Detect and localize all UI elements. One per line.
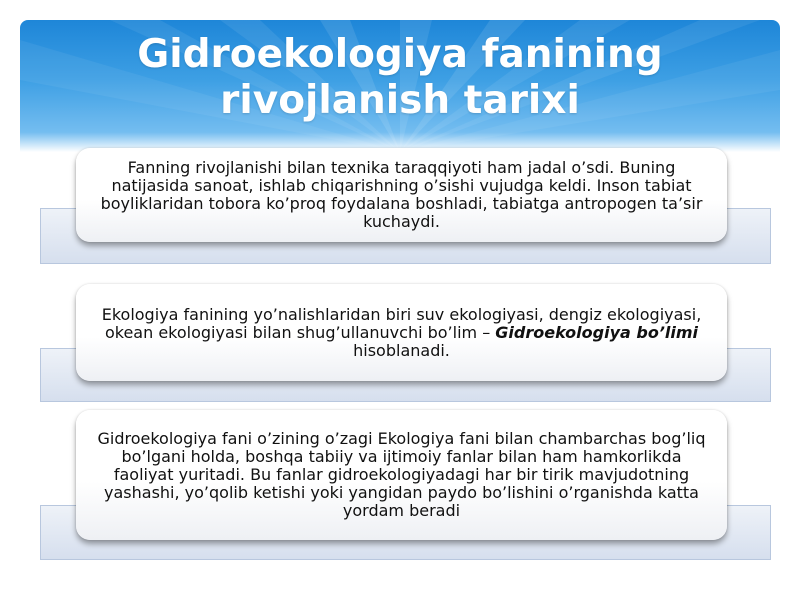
slide-title: Gidroekologiya fanining rivojlanish tarixi [137, 32, 663, 123]
content-block-2 [40, 284, 771, 404]
block-1-text: Fanning rivojlanishi bilan texnika taraqqiyoti ham jadal o’sdi. Buning natijasida sanoat, ishlab chiqarishning o’sishi vujudga keldi. Inson tabiat boyliklaridan tobora ko’proq foydalana boshladi, tabiatga antropogen ta’sir kuchaydi. [100, 158, 703, 231]
block-1-card [76, 148, 727, 242]
block-2-card [76, 284, 727, 381]
block-2-text-before: Ekologiya fanining yo’nalishlaridan biri suv ekologiyasi, dengiz ekologiyasi, okean ekologiyasi bilan shug’ullanuvchi bo’lim – [101, 304, 702, 342]
content-block-1 [40, 148, 771, 266]
content-block-3 [40, 410, 771, 560]
block-3-card [76, 410, 727, 540]
block-2-emphasis-term: Gidroekologiya bo’limi [495, 322, 699, 342]
block-3-text: Gidroekologiya fani o’zining o’zagi Ekologiya fani bilan chambarchas bog’liq bo’lgani holda, boshqa tabiiy va ijtimoiy fanlar bilan ham hamkorlikda faoliyat yuritadi. Bu fanlar gidroekologiyadagi har bir tirik mavjudotning yashashi, yo’qolib ketishi yoki yangidan paydo bo’lishini o’rganishda katta yordam beradi [97, 429, 706, 520]
block-2-text-after: hisoblanadi. [353, 340, 450, 360]
block-2-text [90, 306, 713, 360]
